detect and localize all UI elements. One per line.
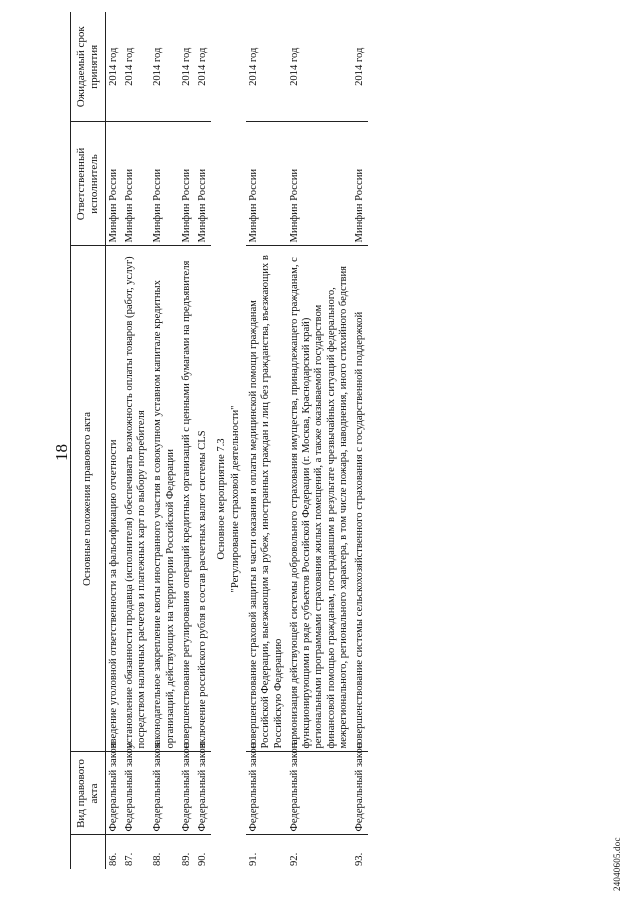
row-act-type: Федеральный закон	[179, 752, 195, 835]
row-provision: установление обязанности продавца (исполнителя) обеспечивать возможность оплаты товаров (работ, услуг) посредством наличных расчетов и платежных карт по выбору потребителя	[122, 246, 151, 752]
section-heading	[211, 246, 245, 752]
row-term: 2014 год	[122, 12, 151, 122]
row-act-type: Федеральный закон	[105, 752, 122, 835]
row-executor: Минфин России	[195, 122, 211, 246]
header-act-type: Вид правового акта	[71, 752, 106, 835]
row-executor: Минфин России	[352, 122, 368, 246]
row-provision: законодательное закрепление квоты иностранного участия в совокупном уставном капитале кредитных организаций, действующих на территории Российской Федерации	[150, 246, 179, 752]
footer-file-code: 24040605.doc	[612, 837, 622, 891]
row-number: 89.	[180, 852, 192, 866]
row-provision: гармонизация действующей системы добровольного страхования имущества, принадлежащего гражданам, с функционирующими в ряде субъектов Российской Федерации (г. Москва, Краснодарский край) региональными программами страхования жилых помещений, а также оказываемой государством финансовой помощью гражданам, пострадавшим в результате чрезвычайных ситуаций федерального, межрегионального, регионального характера, в том числе пожара, наводнения, иного стихийного бедствия	[287, 246, 352, 752]
table-row	[105, 12, 122, 869]
row-term: 2014 год	[195, 12, 211, 122]
header-provisions: Основные положения правового акта	[71, 246, 106, 752]
row-term: 2014 год	[246, 12, 287, 122]
row-term: 2014 год	[179, 12, 195, 122]
row-term: 2014 год	[105, 12, 122, 122]
legal-acts-table	[70, 12, 368, 869]
row-executor: Минфин России	[246, 122, 287, 246]
row-act-type: Федеральный закон	[246, 752, 287, 835]
section-subtitle: "Регулирование страховой деятельности"	[229, 405, 241, 593]
row-number: 87.	[123, 852, 135, 866]
page-number: 18	[52, 444, 71, 461]
row-number: 91.	[247, 852, 259, 866]
row-act-type: Федеральный закон	[195, 752, 211, 835]
section-heading-row	[211, 12, 245, 869]
row-executor: Минфин России	[179, 122, 195, 246]
row-executor: Минфин России	[150, 122, 179, 246]
row-provision: совершенствование страховой защиты в части оказания и оплаты медицинской помощи гражданам Российской Федерации, выезжающим за рубеж, иностранных граждан и лиц без гражданства, въезжающих в Российскую Федерацию	[246, 246, 287, 752]
header-number	[71, 835, 106, 869]
row-number: 92.	[288, 852, 300, 866]
row-provision: введение уголовной ответственности за фальсификацию отчетности	[105, 246, 122, 752]
row-provision: совершенствование системы сельскохозяйственного страхования с государственной поддержкой	[352, 246, 368, 752]
table-row	[122, 12, 151, 869]
row-term: 2014 год	[150, 12, 179, 122]
row-provision: включение российского рубля в состав расчетных валют системы CLS	[195, 246, 211, 752]
row-provision: совершенствование регулирования операций кредитных организаций с ценными бумагами на предъявителя	[179, 246, 195, 752]
row-number: 93.	[354, 852, 366, 866]
row-act-type: Федеральный закон	[150, 752, 179, 835]
row-executor: Минфин России	[287, 122, 352, 246]
row-act-type: Федеральный закон	[287, 752, 352, 835]
row-executor: Минфин России	[105, 122, 122, 246]
table-row	[150, 12, 179, 869]
table-row	[352, 12, 368, 869]
table-row	[179, 12, 195, 869]
row-term: 2014 год	[287, 12, 352, 122]
section-title: Основное мероприятие 7.3	[216, 438, 228, 560]
table-row	[287, 12, 352, 869]
row-number: 88.	[152, 852, 164, 866]
row-executor: Минфин России	[122, 122, 151, 246]
row-act-type: Федеральный закон	[352, 752, 368, 835]
header-term: Ожидаемый срок принятия	[71, 12, 106, 122]
row-number: 90.	[197, 852, 209, 866]
table-row	[246, 12, 287, 869]
table-header-row	[71, 12, 106, 869]
row-term: 2014 год	[352, 12, 368, 122]
row-number: 86.	[107, 852, 119, 866]
table-row	[195, 12, 211, 869]
row-act-type: Федеральный закон	[122, 752, 151, 835]
header-executor: Ответственный исполнитель	[71, 122, 106, 246]
